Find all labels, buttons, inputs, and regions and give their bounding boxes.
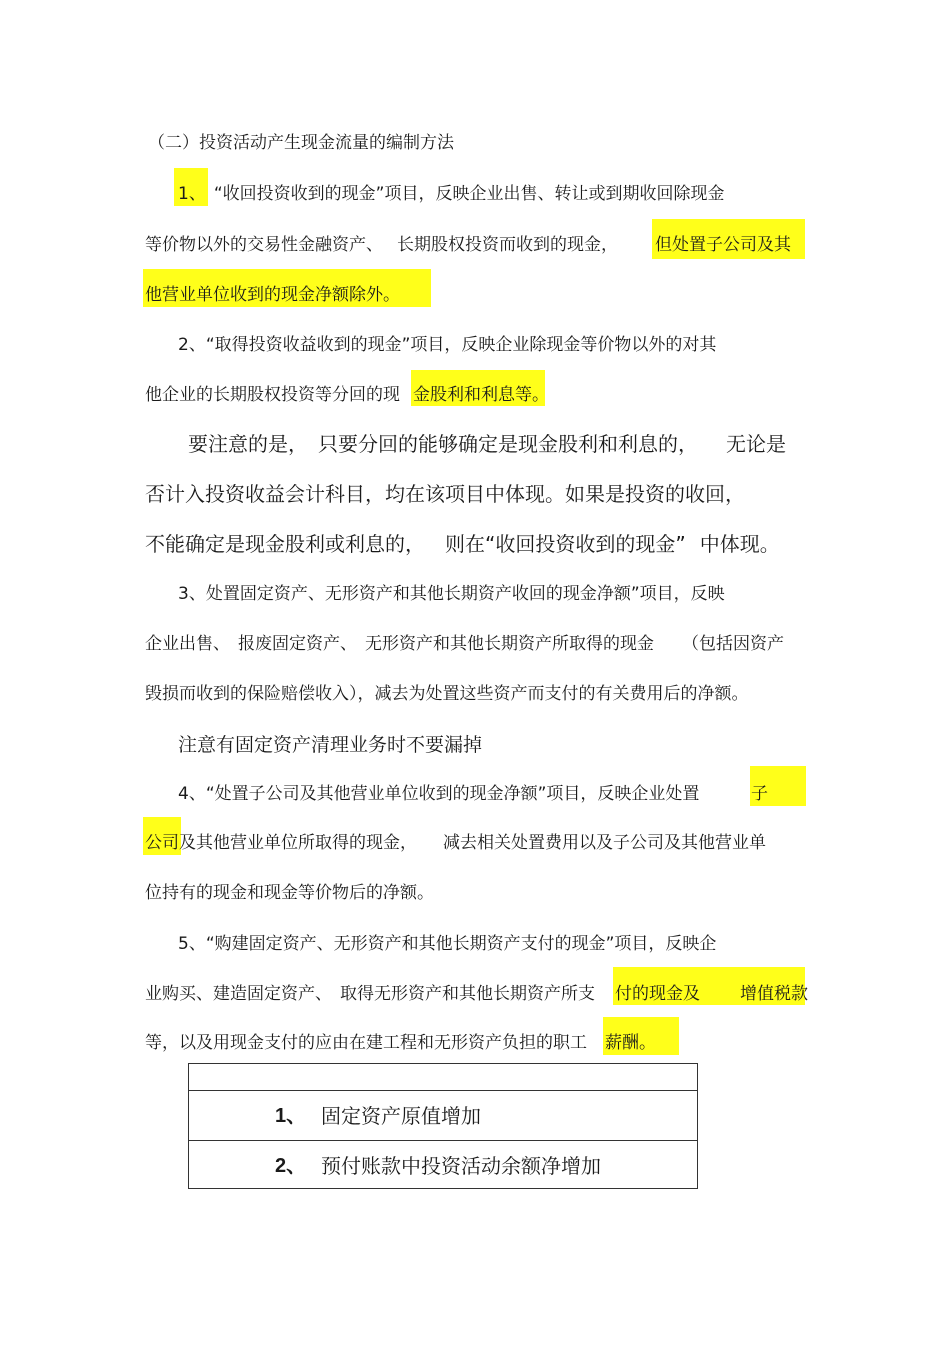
- item4-line2-part-a: 及其他营业单位所取得的现金，: [179, 833, 417, 853]
- item3-line2-part-c: 无形资产和其他长期资产所取得的现金: [365, 634, 654, 654]
- table-row-text: 固定资产原值增加: [321, 1104, 481, 1128]
- item5-line2-highlight-b: 增值税款: [740, 984, 808, 1004]
- table-row-number: 1、: [275, 1105, 307, 1127]
- item5-line2-highlight-a: 付的现金及: [615, 984, 700, 1004]
- note1-line2: 否计入投资收益会计科目，均在该项目中体现。如果是投资的收回，: [145, 482, 745, 506]
- section-heading: （二）投资活动产生现金流量的编制方法: [148, 133, 454, 153]
- summary-table: [188, 1063, 698, 1189]
- item1-line3: 他营业单位收到的现金净额除外。: [145, 285, 400, 305]
- item5-line3: [145, 1031, 587, 1055]
- item5-line2-part-b: 取得无形资产和其他长期资产所支: [340, 984, 595, 1004]
- item4-line2-part-b: 减去相关处置费用以及子公司及其他营业单: [443, 833, 766, 853]
- item3-line2-part-d: （包括因资产: [682, 634, 784, 654]
- note1-line3-part-a: 不能确定是现金股利或利息的，: [145, 532, 425, 556]
- note1-line1-part-c: 无论是: [726, 432, 786, 456]
- item3-line2: [145, 632, 784, 656]
- item4-line1: 4、“处置子公司及其他营业单位收到的现金净额”项目，反映企业处置: [178, 784, 700, 804]
- item1-line2: [145, 233, 618, 257]
- item1-line2-highlight: 但处置子公司及其: [655, 235, 791, 255]
- item5-line2: [145, 982, 595, 1006]
- item4-line1-highlight: 子: [751, 784, 768, 804]
- item4-line2-highlight: 公司: [145, 833, 179, 853]
- item3-line1: 3、处置固定资产、无形资产和其他长期资产收回的现金净额”项目，反映: [178, 584, 725, 604]
- item3-line2-part-b: 报废固定资产、: [238, 634, 357, 654]
- table-row: [189, 1090, 697, 1140]
- item2-line2-highlight: 金股利和利息等。: [413, 385, 549, 405]
- item4-line3: 位持有的现金和现金等价物后的净额。: [145, 883, 434, 903]
- item1-number: 1、: [178, 184, 206, 204]
- item1-line2-part-a: 等价物以外的交易性金融资产、: [145, 235, 383, 255]
- item5-line3-part-a: 等，以及用现金支付的应由在建工程和无形资产负担的职工: [145, 1033, 587, 1053]
- note1-line3-part-b: 则在“收回投资收到的现金”: [445, 532, 686, 556]
- item1-line1: [178, 182, 724, 206]
- item1-text: “收回投资收到的现金”项目，反映企业出售、转让或到期收回除现金: [213, 184, 725, 204]
- item2-line1: 2、“取得投资收益收到的现金”项目，反映企业除现金等价物以外的对其: [178, 335, 717, 355]
- note1-line1-part-a: 要注意的是，: [188, 432, 308, 456]
- item4-line2: [145, 831, 766, 855]
- item5-line3-highlight: 薪酬。: [605, 1033, 656, 1053]
- note1-line1-part-b: 只要分回的能够确定是现金股利和利息的，: [318, 432, 698, 456]
- note1-line3-part-c: 中体现。: [699, 532, 780, 556]
- table-row-number: 2、: [275, 1155, 307, 1177]
- item5-line2-highlight: [615, 982, 808, 1006]
- item1-line2-part-b: 长期股权投资而收到的现金，: [397, 235, 618, 255]
- table-row-text: 预付账款中投资活动余额净增加: [321, 1154, 601, 1178]
- item3-line2-part-a: 企业出售、: [145, 634, 230, 654]
- note1-line3: [145, 530, 780, 558]
- note1-line1: [188, 430, 786, 458]
- note2: 注意有固定资产清理业务时不要漏掉: [178, 734, 483, 756]
- table-row: [189, 1140, 697, 1188]
- item3-line3: 毁损而收到的保险赔偿收入），减去为处置这些资产而支付的有关费用后的净额。: [145, 684, 749, 704]
- item5-line1: 5、“购建固定资产、无形资产和其他长期资产支付的现金”项目，反映企: [178, 934, 717, 954]
- item2-line2: 他企业的长期股权投资等分回的现: [145, 385, 400, 405]
- item5-line2-part-a: 业购买、建造固定资产、: [145, 984, 332, 1004]
